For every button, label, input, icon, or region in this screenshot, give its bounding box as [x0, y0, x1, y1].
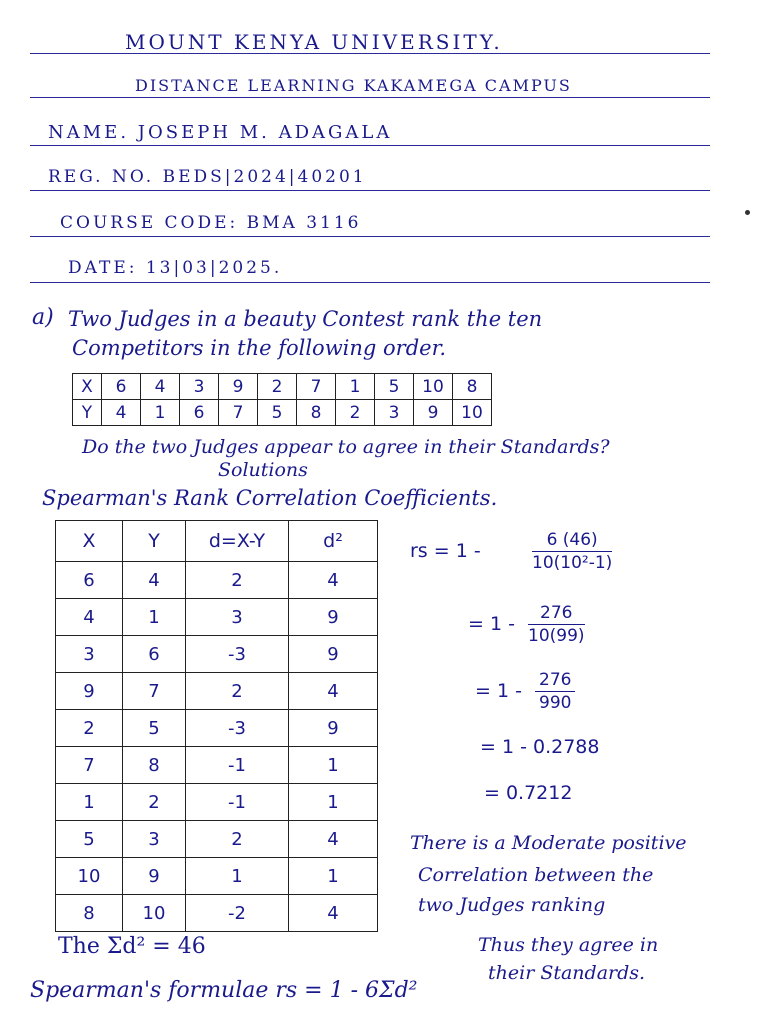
cell-y: 10: [123, 895, 186, 932]
cell-y: 7: [123, 673, 186, 710]
cell-d: 3: [186, 599, 289, 636]
ranks-x-cell: 6: [102, 374, 141, 400]
ranks-x-cell: 4: [141, 374, 180, 400]
date: DATE: 13|03|2025.: [68, 258, 283, 278]
cell-x: 3: [56, 636, 123, 673]
cell-d-squared: 4: [289, 895, 378, 932]
cell-d: -2: [186, 895, 289, 932]
cell-d: -3: [186, 636, 289, 673]
col-header-d: d=X-Y: [186, 521, 289, 562]
cell-d-squared: 9: [289, 710, 378, 747]
cell-d: 1: [186, 858, 289, 895]
calc-step2-fraction: [528, 603, 585, 646]
solution-header-row: [56, 521, 378, 562]
calc-step2-prefix: = 1 -: [468, 613, 515, 635]
calc-step1-numerator: 6 (46): [532, 530, 612, 552]
sum-of-d-squared: The Σd² = 46: [58, 934, 206, 959]
table-row: [56, 562, 378, 599]
cell-d: -1: [186, 747, 289, 784]
cell-d-squared: 4: [289, 673, 378, 710]
ranks-y-cell: 9: [414, 400, 453, 426]
cell-d-squared: 4: [289, 562, 378, 599]
ranks-row-x: [73, 374, 492, 400]
table-row: [56, 858, 378, 895]
cell-y: 5: [123, 710, 186, 747]
question-line-2: Competitors in the following order.: [72, 336, 446, 360]
rule-line: [30, 236, 710, 237]
table-row: [56, 636, 378, 673]
table-row: [56, 895, 378, 932]
paper-mark: [745, 210, 750, 215]
table-row: [56, 599, 378, 636]
cell-x: 1: [56, 784, 123, 821]
university-title: MOUNT KENYA UNIVERSITY.: [125, 30, 503, 54]
cell-y: 4: [123, 562, 186, 599]
cell-d-squared: 1: [289, 784, 378, 821]
calc-step1-fraction: [532, 530, 612, 573]
cell-d-squared: 1: [289, 858, 378, 895]
ranks-y-cell: 1: [141, 400, 180, 426]
solution-heading: Solutions: [218, 459, 308, 481]
ranks-x-cell: 1: [336, 374, 375, 400]
cell-y: 1: [123, 599, 186, 636]
cell-x: 10: [56, 858, 123, 895]
cell-x: 8: [56, 895, 123, 932]
ranks-x-label: X: [73, 374, 102, 400]
col-header-y: Y: [123, 521, 186, 562]
conclusion-line-3: two Judges ranking: [418, 894, 606, 916]
conclusion-line-5: their Standards.: [488, 962, 646, 984]
cell-x: 5: [56, 821, 123, 858]
cell-y: 6: [123, 636, 186, 673]
cell-y: 8: [123, 747, 186, 784]
ranks-y-cell: 10: [453, 400, 492, 426]
conclusion-line-4: Thus they agree in: [478, 934, 659, 956]
table-row: [56, 784, 378, 821]
calc-step2-denominator: 10(99): [528, 626, 585, 646]
cell-d: 2: [186, 562, 289, 599]
ranks-y-label: Y: [73, 400, 102, 426]
solution-table: [55, 520, 378, 932]
ranks-x-cell: 9: [219, 374, 258, 400]
calc-step5: = 0.7212: [484, 782, 573, 804]
ranks-y-cell: 3: [375, 400, 414, 426]
table-row: [56, 710, 378, 747]
calc-step3-prefix: = 1 -: [475, 680, 522, 702]
cell-x: 7: [56, 747, 123, 784]
table-row: [56, 673, 378, 710]
calc-step3-denominator: 990: [539, 693, 572, 713]
ranks-y-cell: 6: [180, 400, 219, 426]
course-code: COURSE CODE: BMA 3116: [60, 213, 362, 233]
ranks-y-cell: 7: [219, 400, 258, 426]
ranks-x-cell: 2: [258, 374, 297, 400]
cell-d: 2: [186, 821, 289, 858]
table-row: [56, 821, 378, 858]
rule-line: [30, 282, 710, 283]
col-header-d-squared: d²: [289, 521, 378, 562]
ranks-x-cell: 5: [375, 374, 414, 400]
question-label: a): [32, 305, 54, 330]
col-header-x: X: [56, 521, 123, 562]
cell-x: 9: [56, 673, 123, 710]
calc-step2-numerator: 276: [528, 603, 585, 625]
table-row: [56, 747, 378, 784]
cell-d-squared: 9: [289, 599, 378, 636]
calc-step3-numerator: 276: [535, 670, 575, 692]
calc-lhs: rs = 1 -: [410, 540, 481, 562]
cell-y: 3: [123, 821, 186, 858]
cell-x: 2: [56, 710, 123, 747]
ranks-y-cell: 5: [258, 400, 297, 426]
cell-d: -1: [186, 784, 289, 821]
cell-d: -3: [186, 710, 289, 747]
ranks-y-cell: 2: [336, 400, 375, 426]
student-name: NAME. JOSEPH M. ADAGALA: [48, 122, 393, 143]
cell-y: 9: [123, 858, 186, 895]
ranks-row-y: [73, 400, 492, 426]
conclusion-line-2: Correlation between the: [418, 864, 654, 886]
cell-y: 2: [123, 784, 186, 821]
calc-step3-fraction: [535, 670, 575, 713]
registration-number: REG. NO. BEDS|2024|40201: [48, 167, 367, 187]
ranks-x-cell: 3: [180, 374, 219, 400]
ranks-y-cell: 4: [102, 400, 141, 426]
campus-title: DISTANCE LEARNING KAKAMEGA CAMPUS: [135, 76, 572, 95]
question-ask: Do the two Judges appear to agree in their Standards?: [82, 436, 610, 458]
ranks-x-cell: 10: [414, 374, 453, 400]
cell-d-squared: 9: [289, 636, 378, 673]
ranks-x-cell: 7: [297, 374, 336, 400]
conclusion-line-1: There is a Moderate positive: [410, 832, 687, 854]
cell-d-squared: 1: [289, 747, 378, 784]
method-title: Spearman's Rank Correlation Coefficients.: [42, 486, 498, 510]
spearman-formula: Spearman's formulae rs = 1 - 6Σd²: [30, 978, 418, 1003]
ranks-x-cell: 8: [453, 374, 492, 400]
rule-line: [30, 190, 710, 191]
cell-d: 2: [186, 673, 289, 710]
cell-x: 6: [56, 562, 123, 599]
rule-line: [30, 145, 710, 146]
cell-d-squared: 4: [289, 821, 378, 858]
rule-line: [30, 97, 710, 98]
cell-x: 4: [56, 599, 123, 636]
ranks-table: [72, 373, 492, 426]
question-line-1: Two Judges in a beauty Contest rank the ten: [68, 307, 543, 331]
calc-step4: = 1 - 0.2788: [480, 736, 600, 758]
ranks-y-cell: 8: [297, 400, 336, 426]
calc-step1-denominator: 10(10²-1): [532, 553, 613, 573]
